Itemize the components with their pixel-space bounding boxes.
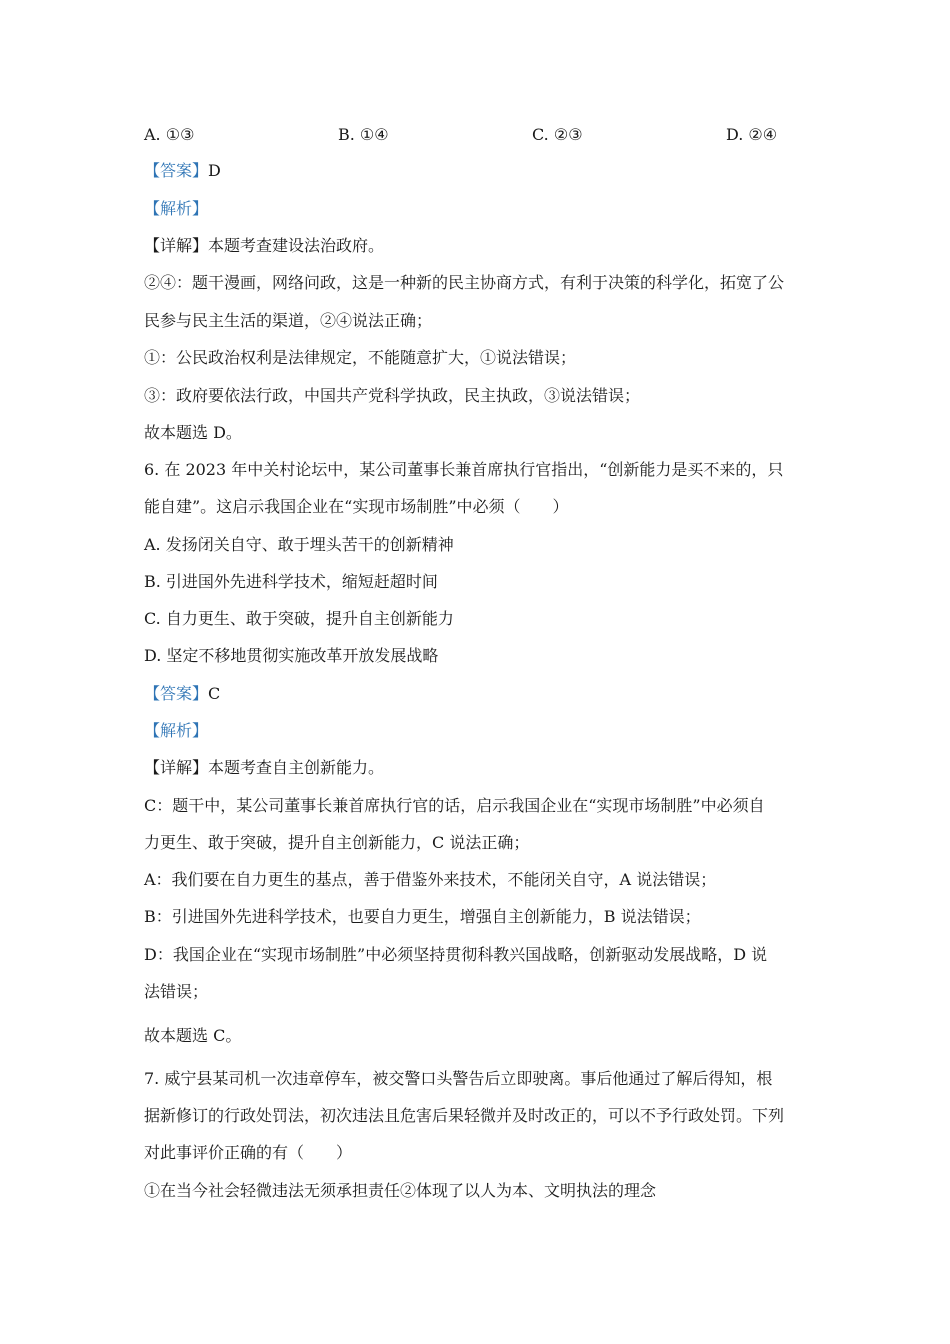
q5-answer-tag: 【答案】 (144, 161, 209, 180)
q7-stem-line: 7. 威宁县某司机一次违章停车，被交警口头警告后立即驶离。事后他通过了解后得知，根 (144, 1069, 773, 1088)
q5-explanation-line: 民参与民主生活的渠道，②④说法正确； (144, 311, 433, 330)
q7-stem-line: ①在当今社会轻微违法无须承担责任②体现了以人为本、文明执法的理念 (144, 1181, 657, 1200)
q5-option-d: D. ②④ (726, 125, 778, 144)
q6-explanation-line: D：我国企业在“实现市场制胜”中必须坚持贯彻科教兴国战略，创新驱动发展战略，D 说 (144, 945, 768, 964)
q5-analysis-tag: 【解析】 (144, 199, 209, 218)
q5-explanation-line: ③：政府要依法行政，中国共产党科学执政，民主执政，③说法错误； (144, 386, 641, 405)
q6-stem-line: 能自建”。这启示我国企业在“实现市场制胜”中必须（ ） (144, 497, 569, 516)
q6-answer-value: C (208, 684, 221, 703)
q5-detail-line (144, 235, 384, 257)
q5-explanation-line: ①：公民政治权利是法律规定，不能随意扩大，①说法错误； (144, 348, 577, 367)
q6-option-c: C. 自力更生、敢于突破，提升自主创新能力 (144, 609, 454, 628)
q6-answer-line (144, 683, 220, 705)
q6-analysis-tag: 【解析】 (144, 721, 209, 740)
q6-option-a: A. 发扬闭关自守、敢于埋头苦干的创新精神 (144, 535, 454, 554)
q6-explanation-line: B：引进国外先进科学技术，也要自力更生，增强自主创新能力，B 说法错误； (144, 907, 701, 926)
q6-detail-line (144, 757, 384, 779)
q6-detail-text: 本题考查自主创新能力。 (208, 758, 385, 777)
q5-detail-tag: 【详解】 (144, 236, 209, 255)
q6-explanation-line: 法错误； (144, 982, 209, 1001)
q7-stem-line: 对此事评价正确的有（ ） (144, 1143, 353, 1162)
q6-detail-tag: 【详解】 (144, 758, 209, 777)
q5-analysis-line (144, 198, 208, 220)
q5-answer-value: D (208, 161, 221, 180)
q6-stem-line: 6. 在 2023 年中关村论坛中，某公司董事长兼首席执行官指出，“创新能力是买不来的，只 (144, 460, 784, 479)
q6-explanation-line: 力更生、敢于突破，提升自主创新能力，C 说法正确； (144, 833, 530, 852)
q6-explanation-line: A：我们要在自力更生的基点，善于借鉴外来技术，不能闭关自守，A 说法错误； (144, 870, 717, 889)
q5-explanation-line: ②④：题干漫画，网络问政，这是一种新的民主协商方式，有利于决策的科学化，拓宽了公 (144, 273, 785, 292)
q7-stem-line: 据新修订的行政处罚法，初次违法且危害后果轻微并及时改正的，可以不予行政处罚。下列 (144, 1106, 785, 1125)
q6-option-d: D. 坚定不移地贯彻实施改革开放发展战略 (144, 646, 439, 665)
q6-option-b: B. 引进国外先进科学技术，缩短赶超时间 (144, 572, 438, 591)
q6-answer-tag: 【答案】 (144, 684, 209, 703)
q5-conclusion-line: 故本题选 D。 (144, 423, 242, 442)
q5-answer-line (144, 160, 221, 182)
q5-option-a: A. ①③ (144, 125, 195, 144)
q6-analysis-line (144, 720, 208, 742)
q6-conclusion-line: 故本题选 C。 (144, 1026, 242, 1045)
q5-detail-text: 本题考查建设法治政府。 (208, 236, 385, 255)
q5-option-c: C. ②③ (532, 125, 583, 144)
q5-option-b: B. ①④ (338, 125, 389, 144)
q6-explanation-line: C：题干中，某公司董事长兼首席执行官的话，启示我国企业在“实现市场制胜”中必须自 (144, 796, 765, 815)
